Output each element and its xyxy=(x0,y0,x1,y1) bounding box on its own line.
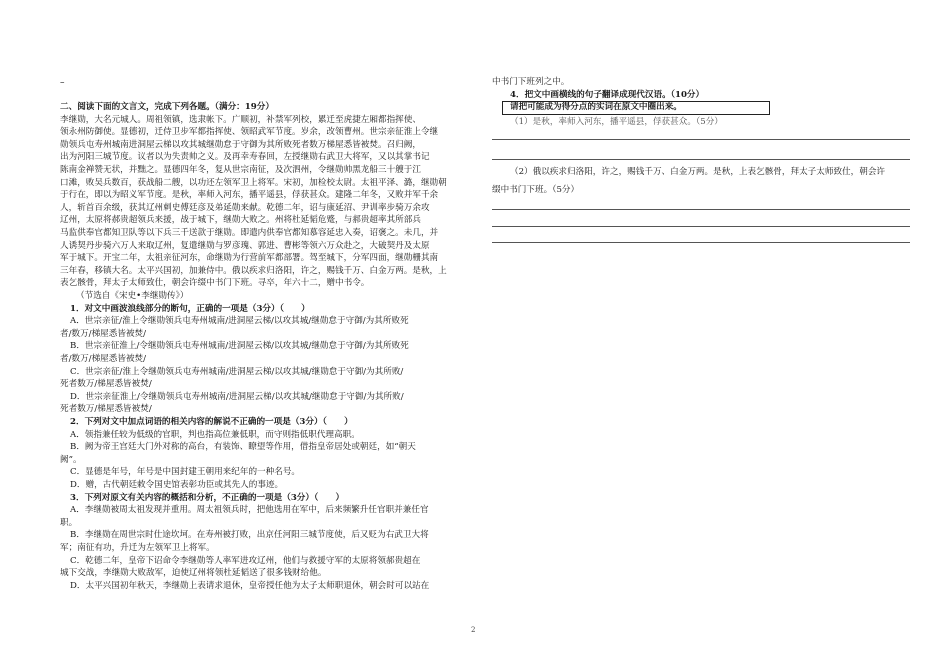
page-mark: – xyxy=(60,78,65,88)
passage-line: A．世宗亲征/淮上令继勋领兵屯寿州城南/进洞屋云梯/以攻其城/继勋怠于守御/为其所败死 xyxy=(70,316,409,327)
passage-line: 军；南征有功，升迁为左领军卫上将军。 xyxy=(60,543,215,553)
passage-line: （节选自《宋史•李继勋传》） xyxy=(76,291,189,301)
passage-line: 马监供奉官都知卫队等以下兵三千送款于继勋。即遣内供奉官都知慕容延忠入奏，诏褒之。未几，并 xyxy=(60,228,439,238)
passage-line: 2．下列对文中加点词语的相关内容的解说不正确的一项是（3分）（ ） xyxy=(70,417,353,427)
passage-line: 表乞骸骨，拜太子太师致仕，朝会许缀中书门下班。寻卒，年六十二，赠中书令。 xyxy=(60,278,370,289)
passage-line: 于行在，即以为昭义军节度。是秋，率师入河东，播平遥县，俘获甚众。建隆二年冬，又败并军千余 xyxy=(60,190,439,201)
passage-line: 出为河阳三城节度。议者以为失责帅之义。及再幸寿春回，左授继勋右武卫大将军，又以其掌书记 xyxy=(60,152,430,163)
passage-line: D．赠，古代朝廷敕令国史馆表彰功臣或其先人的事迹。 xyxy=(70,480,284,490)
answer-line xyxy=(492,139,910,140)
passage-line: 1．对文中画波浪线部分的断句，正确的一项是（3分）（ ） xyxy=(70,303,310,314)
passage-line: C．世宗亲征/淮上令继勋领兵屯寿州城南/进洞屋云梯/以攻其城/继勋怠于守御/为其所败/ xyxy=(70,366,404,377)
passage-line: 辽州，太原将郝贵超领兵来援，战于城下，继勋大败之。州将杜延韬危蹙，与郝贵超率其所部兵 xyxy=(60,215,421,226)
passage-line: 者/数万/梯屋悉皆被焚/ xyxy=(60,354,147,364)
passage-line: 城下交战，李继勋大败敌军，迫使辽州将领杜延韬送了很多钱财给他。 xyxy=(60,568,327,579)
page-number: 2 xyxy=(471,626,476,634)
answer-line xyxy=(492,242,910,243)
passage-line: 人，斩首百余级，获其辽州刺史傅廷彦及弟延勋来献。乾德二年，诏与康延沼、尹训率步骑万余攻 xyxy=(60,202,430,213)
passage-line: B．李继勋在周世宗时仕途坎坷。在寿州被打败，出京任河阳三城节度使，后又贬为右武卫大将 xyxy=(70,530,429,541)
passage-line: C．乾德二年，皇帝下诏命令李继勋等人率军进攻辽州，他们与救援守军的太原将领郝贵超在 xyxy=(70,555,421,566)
passage-line: 死者数万/梯屋悉皆被焚/ xyxy=(60,379,152,390)
passage-line: D．世宗亲征淮上/令继勋领兵屯寿州城南/进洞屋云梯/以攻其城/继勋怠于守御/为其所败/ xyxy=(70,391,404,402)
question-4-note: 请把可能成为得分点的实词在原文中圈出来。 xyxy=(510,102,682,112)
question-4-part-2: （2）俄以疾求归洛阳，许之，赐钱千万、白金万两。是秋，上表乞骸骨，拜太子太师致仕，朝会许 xyxy=(510,167,886,177)
passage-line: A．领指兼任较为低级的官职，判也指高位兼低职，而守则指低职代理高职。 xyxy=(70,429,360,440)
passage-line: 勋领兵屯寿州城南进洞屋云梯以攻其城继勋怠于守御为其所败死者数万梯屋悉皆被焚。召归阙， xyxy=(60,139,421,150)
answer-line xyxy=(492,209,910,210)
passage-line: 死者数万/梯屋悉皆被焚/ xyxy=(60,404,152,415)
passage-line: 二、阅读下面的文言文，完成下列各题。（满分：19分） xyxy=(60,102,274,112)
passage-line: 3．下列对原文有关内容的概括和分析，不正确的一项是（3分）（ ） xyxy=(70,492,345,503)
answer-line xyxy=(492,226,910,227)
passage-line: 军于城下。开宝二年，太祖亲征河东，命继勋为行营前军都部署。驾至城下，分军四面，继勋栅其南 xyxy=(60,253,439,264)
passage-line: C．显德是年号，年号是中国封建王朝用来纪年的一种名号。 xyxy=(70,467,301,478)
passage-line: 职。 xyxy=(60,517,78,528)
passage-line: 三年春，移镇大名。太平兴国初，加兼侍中。俄以疾求归洛阳，许之，赐钱千万、白金万两。是秋，上 xyxy=(60,265,447,276)
question-4-part-2-cont: 缀中书门下班。（5分） xyxy=(492,185,580,195)
passage-line: 阙”。 xyxy=(60,454,82,465)
passage-line: D．太平兴国初年秋天，李继勋上表请求退休，皇帝授任他为太子太师职退休，朝会时可以站在 xyxy=(70,580,430,591)
passage-line: A．李继勋被周太祖发现并重用。周太祖领兵时，把他选用在军中，后来频繁升任官职并兼任官 xyxy=(70,505,429,516)
passage-line: 李继勋，大名元城人。周祖领镇，选隶帐下。广顺初，补禁军列校，累迁至虎捷左厢都指挥使、 xyxy=(60,114,421,125)
question-4-part-1: （1）是秋，率师入河东，播平遥县，俘获甚众。（5分） xyxy=(510,117,723,127)
question-4-title: 4．把文中画横线的句子翻译成现代汉语。（10分） xyxy=(510,90,705,100)
passage-line: 口滩，败吴兵数百，获战船二艘，以功还左领军卫上将军。宋初，加检校太尉。太祖平泽、潞，继勋朝 xyxy=(60,177,447,188)
answer-line xyxy=(492,159,910,160)
passage-line: 者/数万/梯屋悉皆被焚/ xyxy=(60,328,147,339)
continuation-text: 中书门下班列之中。 xyxy=(492,77,570,87)
passage-line: B．世宗亲征淮上/令继勋领兵屯寿州城南/进洞屋云梯/以攻其城/继勋怠于守御/为其所败死 xyxy=(70,341,409,352)
passage-line: B．阙为帝王宫廷大门外对称的高台，有装饰、瞭望等作用，借指皇帝居处或朝廷，如“朝天 xyxy=(70,442,416,453)
passage-line: 陈南金禅赞无状，并黜之。显德四年冬，复从世宗南征，及次泗州，令继勋帅黑龙船三十艘于江 xyxy=(60,165,421,175)
passage-line: 人诱契丹步骑六万人来取辽州，复遣继勋与罗彦瑰、郭进、曹彬等领六万众赴之，大破契丹及太原 xyxy=(60,240,430,251)
passage-line: 领永州防御使。显德初，迁侍卫步军都指挥使、领昭武军节度。岁余，改领曹州。世宗亲征淮上令继 xyxy=(60,127,439,138)
